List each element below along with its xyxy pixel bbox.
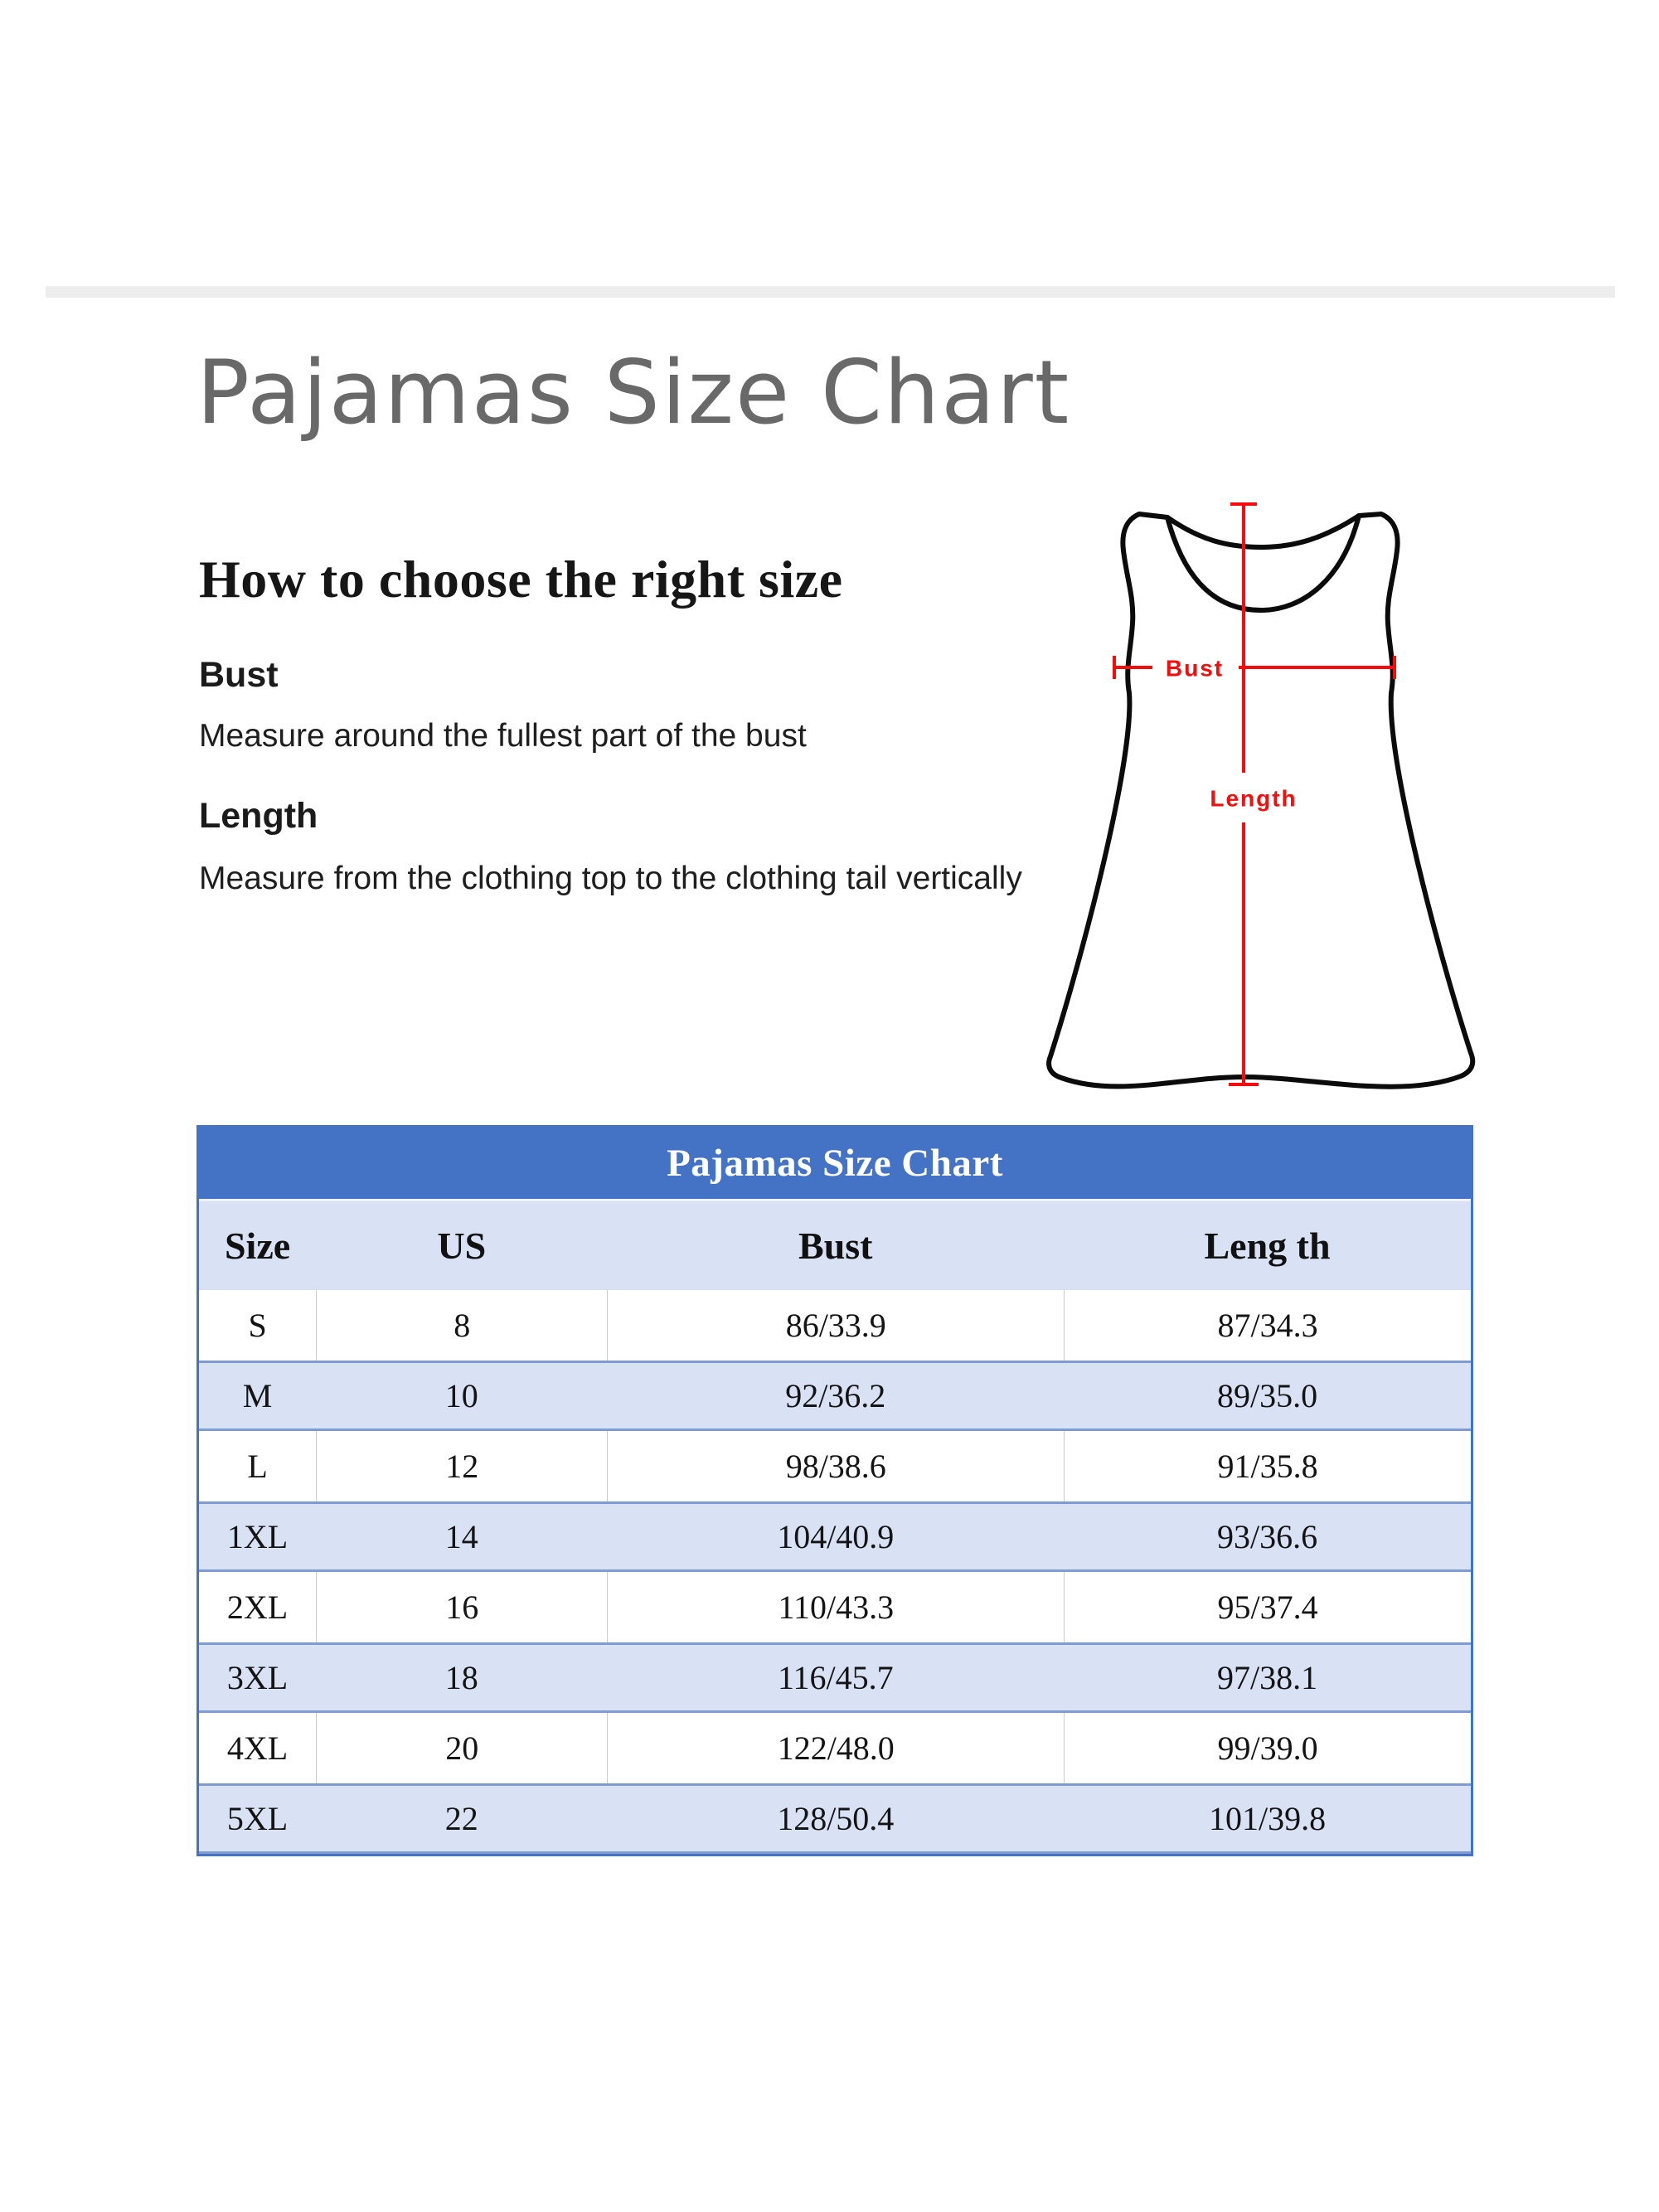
table-row bbox=[199, 1642, 1471, 1713]
table-cell: 10 bbox=[444, 1377, 478, 1414]
guide-length-label: Length bbox=[199, 796, 318, 836]
table-cell: 98/38.6 bbox=[607, 1431, 1064, 1501]
page-title: Pajamas Size Chart bbox=[196, 342, 1071, 444]
column-header-length: Leng th bbox=[1204, 1225, 1331, 1267]
table-cell: 93/36.6 bbox=[1216, 1518, 1318, 1555]
table-cell: 104/40.9 bbox=[777, 1518, 895, 1555]
top-divider-band bbox=[46, 286, 1615, 298]
table-header-row bbox=[199, 1201, 1471, 1290]
column-header-bust: Bust bbox=[798, 1225, 873, 1267]
table-cell: 18 bbox=[444, 1659, 478, 1696]
table-cell: 22 bbox=[444, 1800, 478, 1837]
table-cell: 87/34.3 bbox=[1064, 1290, 1471, 1361]
column-header-us: US bbox=[437, 1225, 487, 1267]
table-cell: 110/43.3 bbox=[607, 1572, 1064, 1642]
table-cell: 86/33.9 bbox=[607, 1290, 1064, 1361]
table-cell: 116/45.7 bbox=[777, 1659, 894, 1696]
table-cell: 20 bbox=[316, 1713, 607, 1783]
table-cell: 16 bbox=[316, 1572, 607, 1642]
table-title: Pajamas Size Chart bbox=[199, 1128, 1471, 1199]
table-row bbox=[199, 1431, 1471, 1501]
table-cell: 101/39.8 bbox=[1208, 1800, 1327, 1837]
table-cell: 14 bbox=[444, 1518, 478, 1555]
table-cell: 99/39.0 bbox=[1064, 1713, 1471, 1783]
table-cell: 92/36.2 bbox=[785, 1377, 886, 1414]
table-cell: 12 bbox=[316, 1431, 607, 1501]
table-cell: 128/50.4 bbox=[777, 1800, 895, 1837]
table-row bbox=[199, 1361, 1471, 1431]
table-row bbox=[199, 1783, 1471, 1854]
table-cell: 4XL bbox=[226, 1729, 289, 1767]
table-row bbox=[199, 1501, 1471, 1572]
table-row bbox=[199, 1713, 1471, 1783]
table-cell: 2XL bbox=[226, 1589, 289, 1626]
table-cell: 95/37.4 bbox=[1064, 1572, 1471, 1642]
table-cell: S bbox=[248, 1307, 267, 1344]
table-cell: L bbox=[247, 1448, 268, 1485]
guide-bust-description: Measure around the fullest part of the bust bbox=[199, 718, 807, 754]
table-row bbox=[199, 1572, 1471, 1642]
table-cell: 8 bbox=[316, 1290, 607, 1361]
table-cell: 1XL bbox=[226, 1518, 289, 1555]
table-row bbox=[199, 1290, 1471, 1361]
diagram-length-label: Length bbox=[1210, 785, 1298, 812]
table-cell: 91/35.8 bbox=[1064, 1431, 1471, 1501]
table-cell: 89/35.0 bbox=[1216, 1377, 1318, 1414]
dress-measurement-diagram bbox=[1036, 481, 1484, 1111]
size-chart-table bbox=[196, 1125, 1473, 1856]
diagram-bust-label: Bust bbox=[1165, 655, 1225, 682]
table-cell: 5XL bbox=[226, 1800, 289, 1837]
guide-heading: How to choose the right size bbox=[199, 550, 843, 609]
table-cell: M bbox=[242, 1377, 273, 1414]
table-cell: 122/48.0 bbox=[607, 1713, 1064, 1783]
column-header-size: Size bbox=[224, 1225, 291, 1267]
guide-bust-label: Bust bbox=[199, 655, 279, 695]
table-cell: 97/38.1 bbox=[1216, 1659, 1318, 1696]
guide-length-description: Measure from the clothing top to the clothing tail vertically bbox=[199, 861, 1022, 896]
table-cell: 3XL bbox=[226, 1659, 289, 1696]
